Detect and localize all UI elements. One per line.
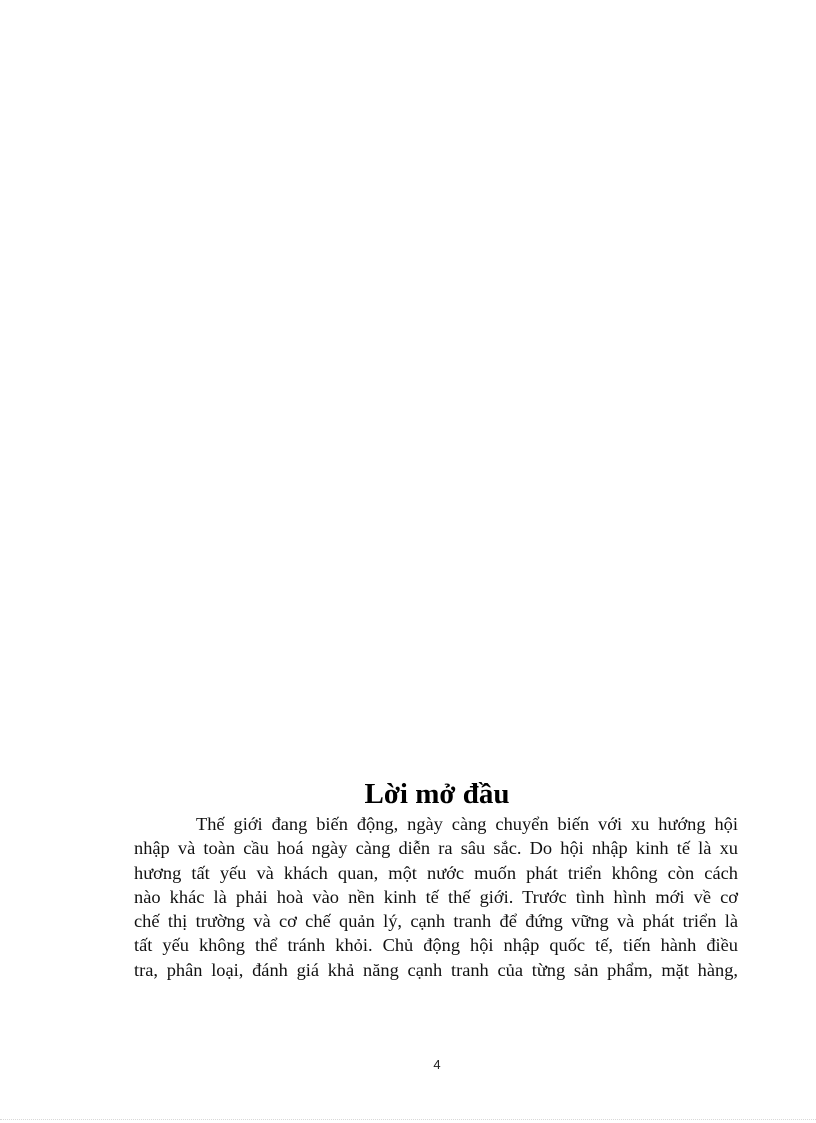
paragraph-line: Thế giới đang biến động, ngày càng chuyển biến với xu hướng hội xyxy=(196,814,738,834)
paragraph-line: tất yếu không thể tránh khỏi. Chủ động hội nhập quốc tế, tiến hành điều xyxy=(134,935,738,956)
paragraph-line: nào khác là phải hoà vào nền kinh tế thế giới. Trước tình hình mới về cơ xyxy=(134,886,738,907)
paragraph-line: hương tất yếu và khách quan, một nước muốn phát triển không còn cách xyxy=(134,862,738,883)
paragraph-line: nhập và toàn cầu hoá ngày càng diễn ra sâu sắc. Do hội nhập kinh tế là xu xyxy=(134,838,738,859)
paragraph-line: tra, phân loại, đánh giá khả năng cạnh tranh của từng sản phẩm, mặt hàng, xyxy=(134,959,738,980)
intro-paragraph xyxy=(134,812,738,982)
paragraph-line: chế thị trường và cơ chế quản lý, cạnh tranh để đứng vững và phát triển là xyxy=(134,911,738,932)
document-heading: Lời mở đầu xyxy=(364,778,510,810)
page-bottom-divider xyxy=(0,1119,816,1120)
page-number: 4 xyxy=(433,1057,441,1072)
